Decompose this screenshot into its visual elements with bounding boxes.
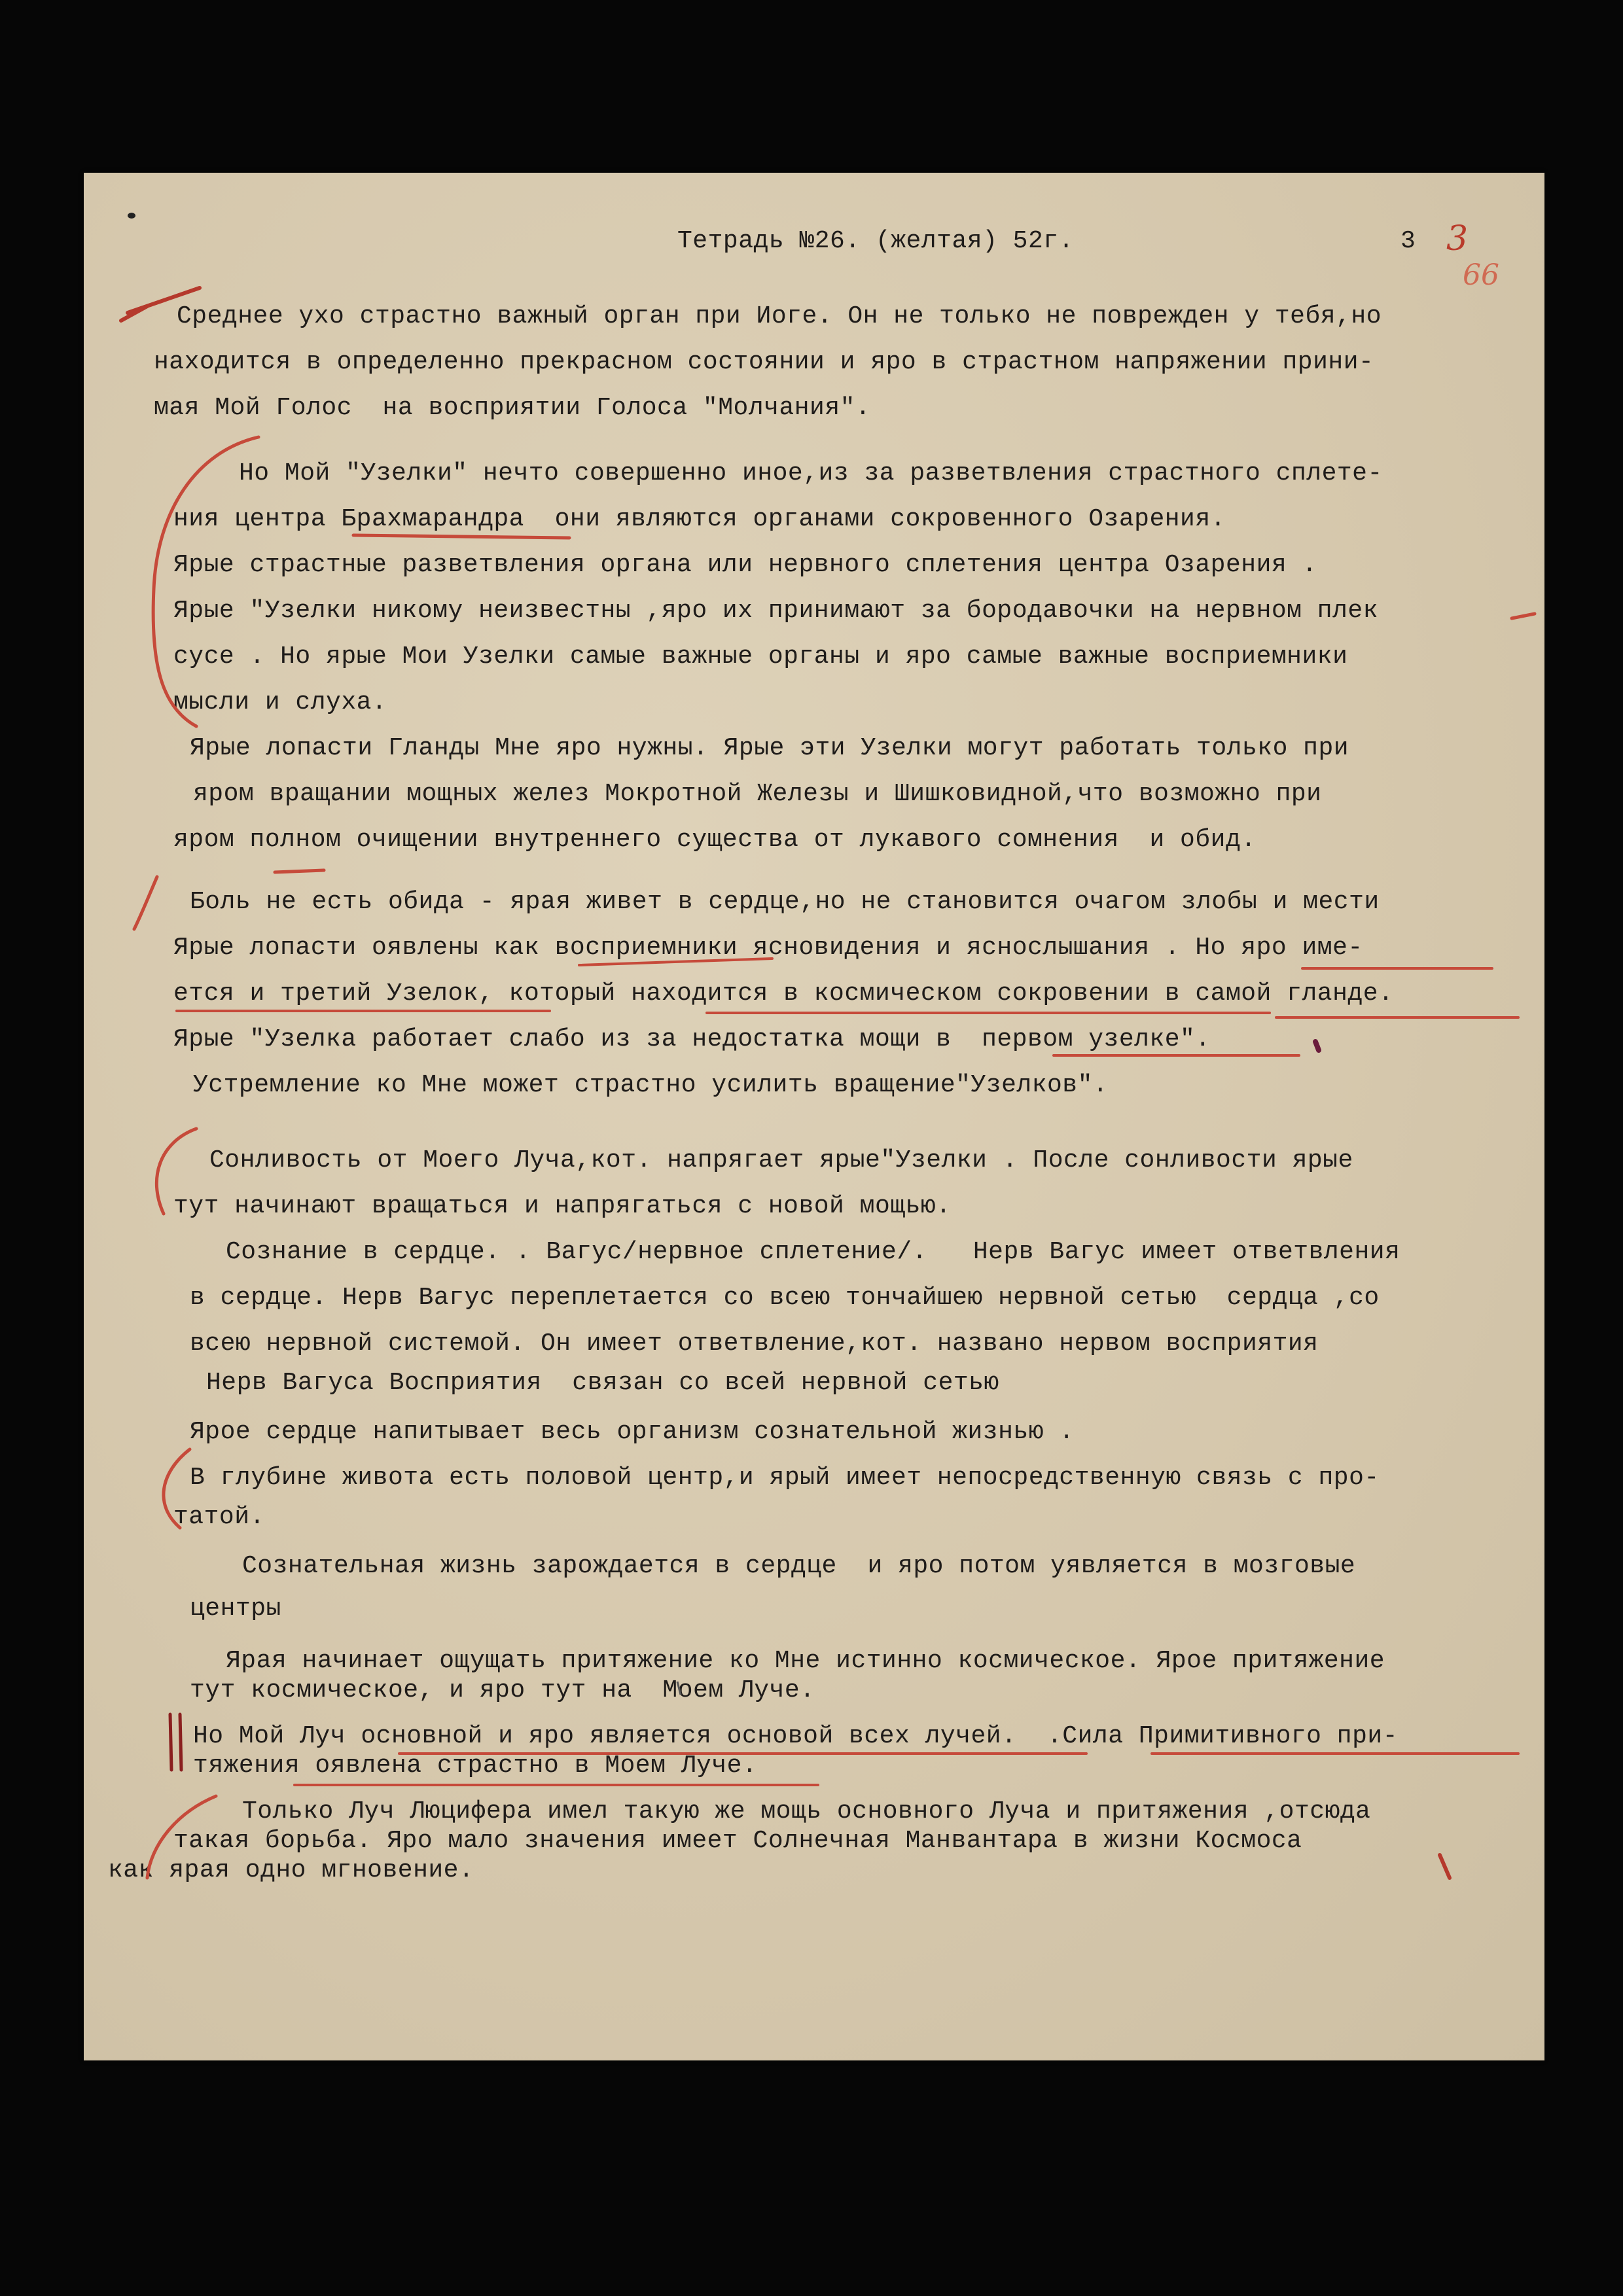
text-line: яром полном очищении внутреннего существа от лукавого сомнения и обид. (173, 826, 1257, 854)
pencil-folio-number: 66 (1463, 258, 1499, 292)
text-line: Но Мой "Узелки" нечто совершенно иное,из за разветвления страстного сплете- (239, 459, 1383, 487)
text-line: Ярые "Узелка работает слабо из за недостатка мощи в первом узелке". (173, 1025, 1211, 1053)
text-line: в сердце. Нерв Вагус переплетается со всею тончайшею нервной сетью сердца ,со (190, 1284, 1380, 1312)
text-line: Ярое сердце напитывает весь организм сознательной жизнью . (190, 1418, 1075, 1446)
text-line: сусе . Но ярые Мои Узелки самые важные органы и яро самые важные восприемники (173, 643, 1348, 671)
text-line: ется и третий Узелок, который находится в космическом сокровении в самой гланде. (173, 980, 1394, 1008)
text-line: ния центра Брахмарандра они являются органами сокровенного Озарения. (173, 505, 1226, 533)
text-line: мысли и слуха. (173, 688, 387, 716)
text-line: тут начинают вращаться и напрягаться с новой мощью. (173, 1192, 952, 1220)
text-line: Среднее ухо страстно важный орган при Иоге. Он не только не поврежден у тебя,но (177, 302, 1382, 330)
page-number: 3 (1400, 227, 1416, 255)
text-line: Ярые лопасти Гланды Мне яро нужны. Ярые эти Узелки могут работать только при (190, 734, 1349, 762)
text-line: находится в определенно прекрасном состоянии и яро в страстном напряжении прини- (154, 348, 1374, 376)
text-line: центры (190, 1595, 281, 1623)
text-line: тут космическое, и яро тут на Моем Луче. (190, 1676, 815, 1704)
text-line: Сознательная жизнь зарождается в сердце и яро потом уявляется в мозговые (242, 1552, 1356, 1580)
text-line: Ярые "Узелки никому неизвестны ,яро их принимают за бородавочки на нервном плек (173, 597, 1378, 625)
text-line: мая Мой Голос на восприятии Голоса "Молчания". (154, 394, 871, 422)
text-line: как ярая одно мгновение. (108, 1856, 474, 1884)
text-line: Только Луч Люцифера имел такую же мощь основного Луча и притяжения ,отсюда (242, 1797, 1371, 1826)
text-line: такая борьба. Яро мало значения имеет Солнечная Манвантара в жизни Космоса (173, 1827, 1302, 1855)
text-line: татой. (173, 1503, 265, 1531)
text-line: Боль не есть обида - ярая живет в сердце,но не становится очагом злобы и мести (190, 888, 1380, 916)
ink-speck (128, 213, 135, 219)
text-line: всею нервной системой. Он имеет ответвление,кот. названо нервом восприятия (190, 1330, 1319, 1358)
text-line: Нерв Вагуса Восприятия связан со всей нервной сетью (206, 1369, 999, 1397)
text-line: Ярые страстные разветвления органа или нервного сплетения центра Озарения . (173, 551, 1317, 579)
text-line: Сознание в сердце. . Вагус/нервное сплетение/. Нерв Вагус имеет ответвления (226, 1238, 1400, 1266)
text-line: Сонливость от Моего Луча,кот. напрягает ярые"Узелки . После сонливости ярые (209, 1146, 1353, 1174)
text-line: Ярые лопасти оявлены как восприемники ясновидения и яснослышания . Но яро име- (173, 934, 1363, 962)
text-line: Ярая начинает ощущать притяжение ко Мне истинно космическое. Ярое притяжение (226, 1647, 1385, 1675)
text-line: яром вращании мощных желез Мокротной Железы и Шишковидной,что возможно при (193, 780, 1322, 808)
text-line: Но Мой Луч основной и яро является основой всех лучей. .Сила Примитивного при- (193, 1722, 1398, 1750)
pencil-page-number: 3 (1446, 219, 1469, 258)
text-line: В глубине живота есть половой центр,и ярый имеет непосредственную связь с про- (190, 1464, 1380, 1492)
header-title: Тетрадь №26. (желтая) 52г. (677, 227, 1074, 255)
text-line: тяжения оявлена страстно в Моем Луче. (193, 1752, 758, 1780)
text-line: Устремление ко Мне может страстно усилить вращение"Узелков". (193, 1071, 1109, 1099)
